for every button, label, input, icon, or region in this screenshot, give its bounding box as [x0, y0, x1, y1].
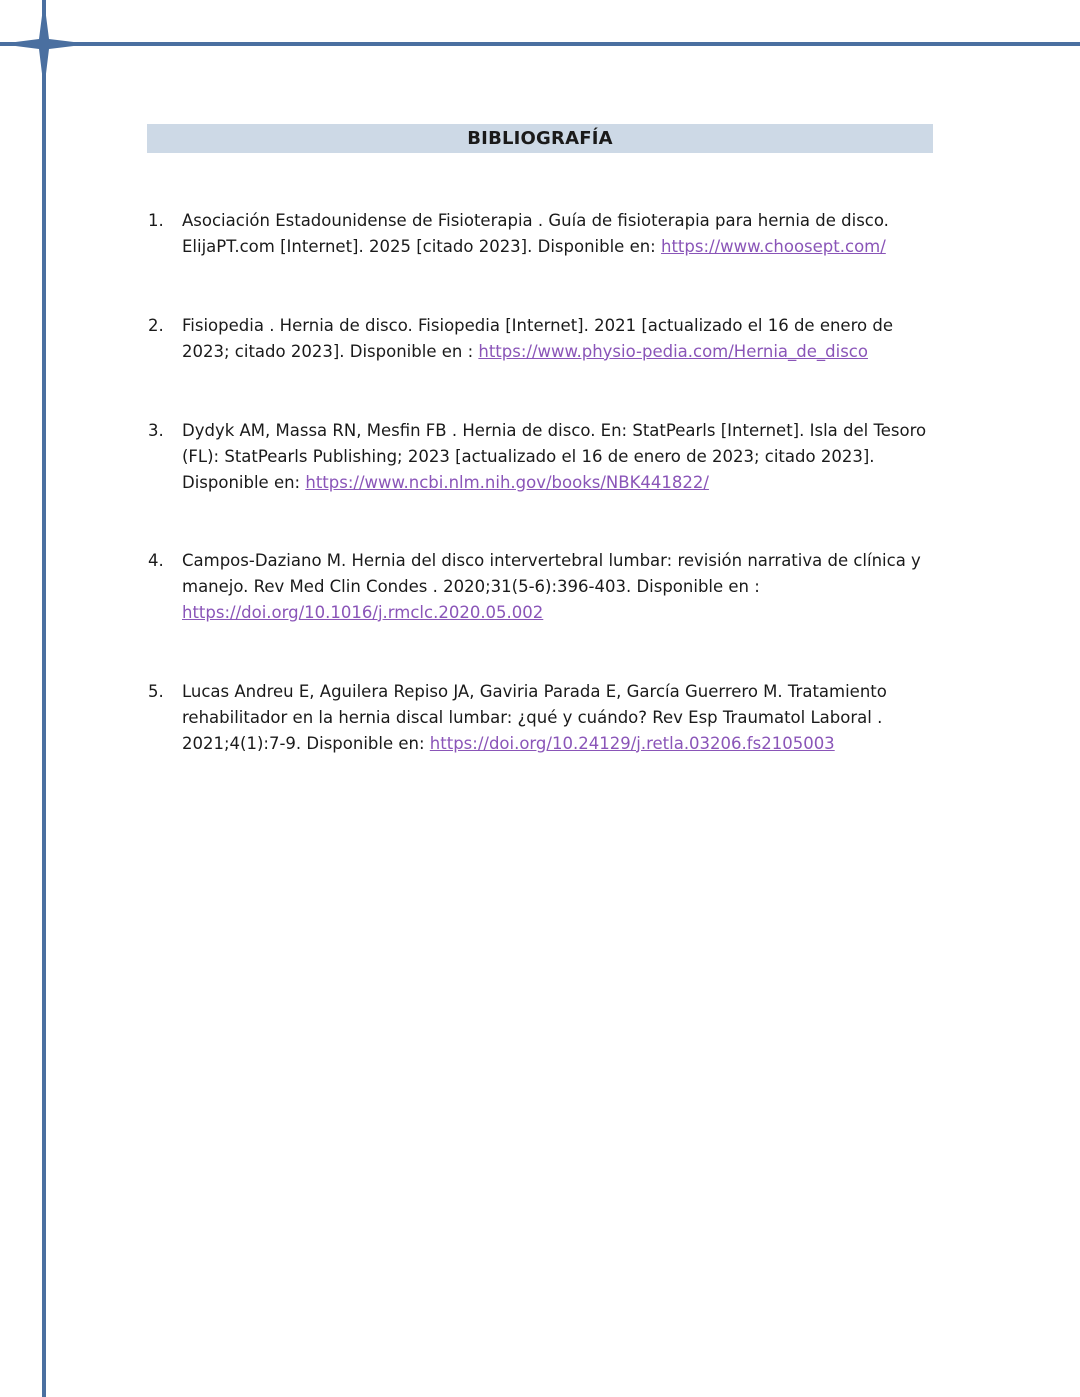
reference-item [148, 418, 938, 495]
reference-number: 3. [148, 421, 164, 440]
reference-citation: Campos-Daziano M. Hernia del disco intervertebral lumbar: revisión narrativa de clínica y manejo. Rev Med Clin Condes . 2020;31(5-6):396-403. Disponible en : [182, 551, 921, 596]
reference-citation: Lucas Andreu E, Aguilera Repiso JA, Gaviria Parada E, García Guerrero M. Tratamiento rehabilitador en la hernia discal lumbar: ¿qué y cuándo? Rev Esp Traumatol Laboral . 2021;4(1):7-9. Disponible en: [182, 682, 887, 753]
page-frame-vertical-line [42, 0, 46, 1397]
reference-number: 4. [148, 551, 164, 570]
reference-link[interactable]: https://www.choosept.com/ [660, 236, 886, 256]
reference-number: 1. [148, 211, 164, 230]
four-point-star-ornament-icon [0, 0, 90, 90]
reference-item [148, 679, 938, 756]
title-bar [147, 124, 933, 153]
reference-text [182, 208, 938, 260]
reference-number: 2. [148, 316, 164, 335]
reference-link[interactable]: https://doi.org/10.1016/j.rmclc.2020.05.002 [182, 602, 544, 622]
page-frame-horizontal-line [0, 42, 1080, 46]
reference-item [148, 208, 938, 260]
reference-text [182, 313, 938, 365]
reference-citation: Dydyk AM, Massa RN, Mesfin FB . Hernia de disco. En: StatPearls [Internet]. Isla del Tesoro (FL): StatPearls Publishing; 2023 [actualizado el 16 de enero de 2023; citado 2023]. Disponible en: [182, 421, 927, 492]
reference-text [182, 418, 938, 495]
page-title: BIBLIOGRAFÍA [467, 128, 613, 149]
reference-link[interactable]: https://doi.org/10.24129/j.retla.03206.fs2105003 [429, 733, 835, 753]
reference-link[interactable]: https://www.ncbi.nlm.nih.gov/books/NBK441822/ [305, 472, 709, 492]
reference-citation: Fisiopedia . Hernia de disco. Fisiopedia [Internet]. 2021 [actualizado el 16 de enero de 2023; citado 2023]. Disponible en : [182, 316, 893, 361]
reference-link[interactable]: https://www.physio-pedia.com/Hernia_de_disco [478, 341, 868, 361]
reference-citation: Asociación Estadounidense de Fisioterapia . Guía de fisioterapia para hernia de disco. ElijaPT.com [Internet]. 2025 [citado 2023]. Disponible en: [182, 211, 889, 256]
reference-text [182, 679, 938, 756]
reference-item [148, 548, 938, 625]
reference-number: 5. [148, 682, 164, 701]
reference-text [182, 548, 938, 625]
reference-item [148, 313, 938, 365]
